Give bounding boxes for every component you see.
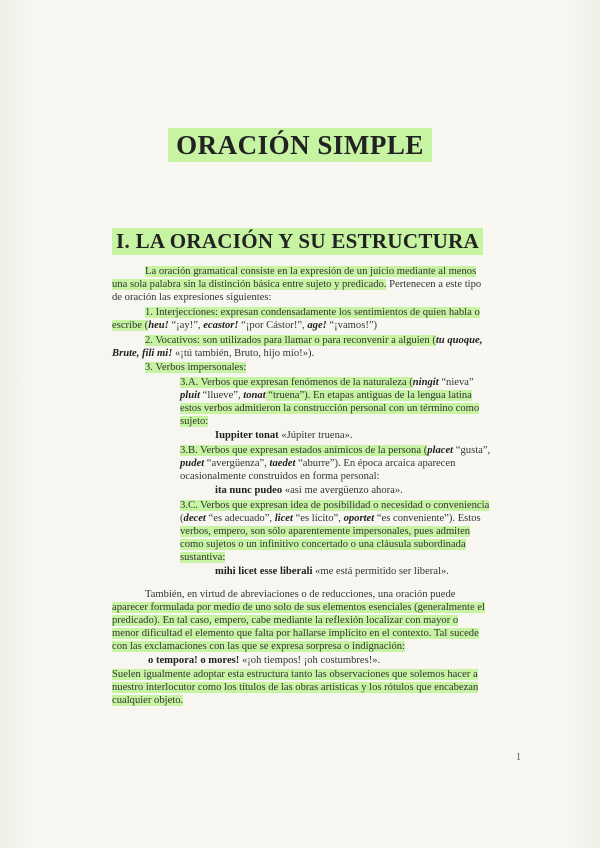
text-line: ocasionalmente construidos en forma personal:: [180, 471, 380, 482]
text-line: La oración gramatical consiste en la expresión de un juicio mediante al menos: [145, 266, 477, 277]
text-line: sujeto:: [180, 416, 209, 427]
text-line: verbos, empero, son sólo aparentemente impersonales, pues admiten: [180, 526, 471, 537]
page-number: 1: [516, 752, 521, 763]
text-line: 1. Interjecciones: expresan condensadamente los sentimientos de quien habla o: [145, 307, 480, 318]
text-line: nuestro interlocutor como los títulos de las obras artísticas y los rótulos que encabezan: [112, 682, 479, 693]
text-line: ita nunc pudeo «así me avergüenzo ahora».: [215, 485, 403, 496]
text-line: aparecer formulada por medio de uno solo de sus elementos esenciales (generalmente el: [112, 602, 485, 613]
text-line: con las exclamaciones con las que se expresa sorpresa o indignación:: [112, 641, 405, 652]
section-heading: I. LA ORACIÓN Y SU ESTRUCTURA: [112, 228, 483, 255]
text-line: o tempora! o mores! «¡oh tiempos! ¡oh costumbres!».: [148, 655, 381, 666]
text-line: Iuppiter tonat «Júpiter truena».: [215, 430, 353, 441]
text-line: 3.C. Verbos que expresan idea de posibilidad o necesidad o conveniencia: [180, 500, 490, 511]
text-line: sustantiva:: [180, 552, 226, 563]
text-line: También, en virtud de abreviaciones o de reducciones, una oración puede: [145, 589, 456, 600]
text-line: de oración las expresiones siguientes:: [112, 292, 272, 303]
text-line: cualquier objeto.: [112, 695, 184, 706]
text-line: 3.B. Verbos que expresan estados anímicos de la persona (placet “gusta”,: [180, 445, 491, 456]
text-line: estos verbos admitieron la construcción personal con un término como: [180, 403, 480, 414]
text-line: 3.A. Verbos que expresan fenómenos de la naturaleza (ningit “nieva”: [180, 377, 474, 388]
text-line: una sola palabra sin la distinción básica entre sujeto y predicado. Pertenecen a este tipo: [112, 279, 482, 290]
text-line: mihi licet esse liberali «me está permitido ser liberal».: [215, 566, 449, 577]
text-line: predicado). En tal caso, empero, cabe mediante la reflexión localizar con mayor o: [112, 615, 459, 626]
text-line: Brute, fili mi! «¡tú también, Bruto, hijo mío!»).: [112, 348, 315, 359]
text-line: como sujetos o un infinitivo concertado o una cláusula subordinada: [180, 539, 466, 550]
text-line: pluit “llueve”, tonat “truena”). En etapas antiguas de la lengua latina: [180, 390, 472, 401]
document-title: ORACIÓN SIMPLE: [168, 128, 432, 162]
text-line: Suelen igualmente adoptar esta estructura tanto las observaciones que solemos hacer a: [112, 669, 478, 680]
text-line: pudet “avergüenza”, taedet “aburre”). En época arcaica aparecen: [180, 458, 456, 469]
text-line: (decet “es adecuado”, licet “es lícito”, oportet “es conveniente”). Estos: [180, 513, 481, 524]
text-line: 2. Vocativos: son utilizados para llamar o para reconvenir a alguien (tu quoque,: [145, 335, 483, 346]
text-line: 3. Verbos impersonales:: [145, 362, 247, 373]
document-title-wrap: [0, 130, 600, 161]
text-line: menor dificultad el elemento que falta por hallarse implícito en el contexto. Tal sucede: [112, 628, 479, 639]
text-line: escribe (heu! “¡ay!”, ecastor! “¡por Cástor!”, age! “¡vamos!”): [112, 320, 378, 331]
